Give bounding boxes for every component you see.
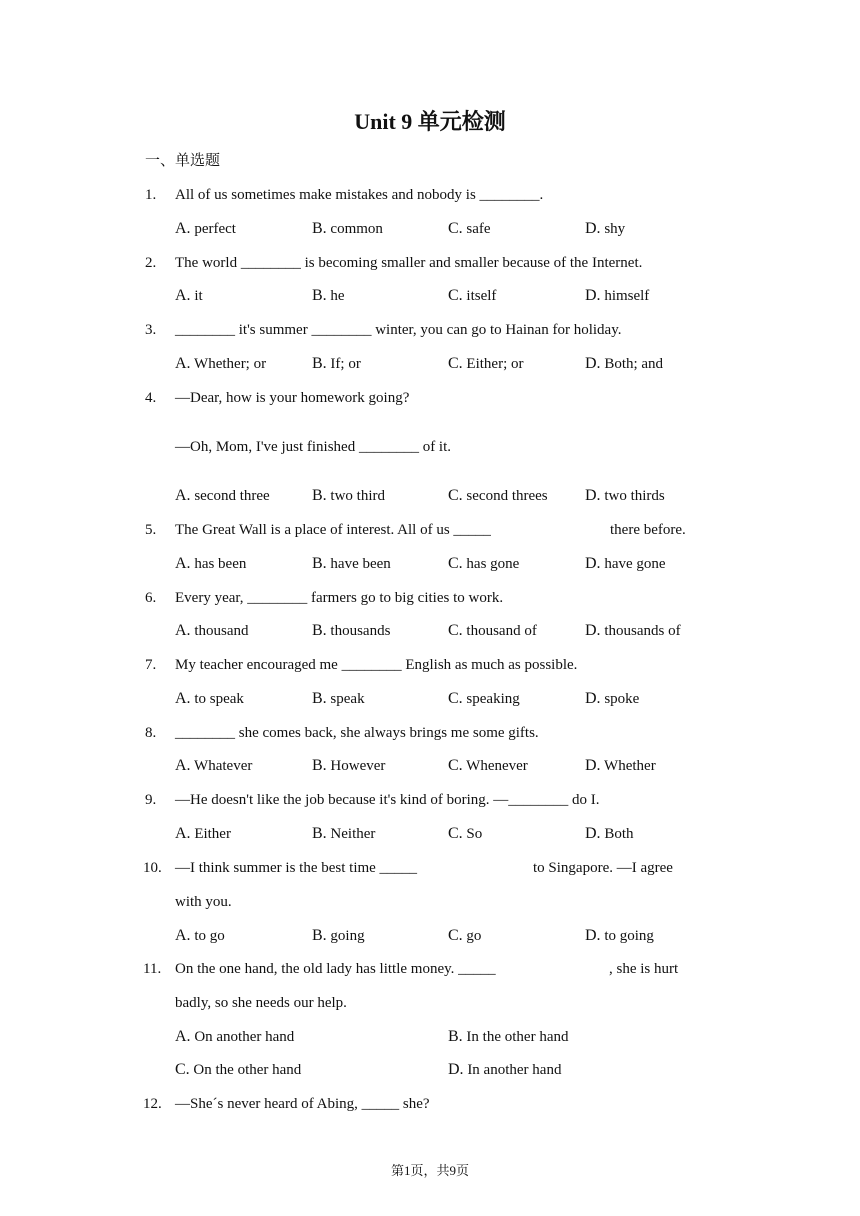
question-stem: —She´s never heard of Abing, _____ she? — [175, 1096, 430, 1112]
option-c[interactable]: C. has gone — [448, 555, 520, 572]
option-c[interactable]: C. So — [448, 825, 483, 842]
option-b[interactable]: B. he — [312, 287, 345, 304]
option-d[interactable]: D. In another hand — [448, 1061, 562, 1078]
option-b[interactable]: B. thousands — [312, 622, 391, 639]
question-stem: The Great Wall is a place of interest. All of us _____ — [175, 522, 491, 538]
option-c[interactable]: C. Whenever — [448, 757, 528, 774]
question-number: 5. — [145, 522, 157, 538]
option-d[interactable]: D. shy — [585, 220, 626, 237]
question-number: 2. — [145, 255, 157, 271]
question-stem: Every year, ________ farmers go to big cities to work. — [175, 590, 504, 606]
question-stem-continued: badly, so she needs our help. — [175, 995, 347, 1011]
option-c[interactable]: C. speaking — [448, 690, 520, 707]
option-d[interactable]: D. two thirds — [585, 487, 665, 504]
option-c[interactable]: C. Either; or — [448, 355, 524, 372]
option-d[interactable]: D. Both — [585, 825, 634, 842]
option-d[interactable]: D. Whether — [585, 757, 656, 774]
option-b[interactable]: B. two third — [312, 487, 386, 504]
option-c[interactable]: C. safe — [448, 220, 491, 237]
question-number: 12. — [143, 1096, 162, 1112]
question-stem-continued: —Oh, Mom, I've just finished ________ of it. — [175, 439, 452, 455]
question-number: 4. — [145, 390, 157, 406]
option-b[interactable]: B. If; or — [312, 355, 361, 372]
option-a[interactable]: A. to speak — [175, 690, 244, 707]
question-number: 6. — [145, 590, 157, 606]
option-d[interactable]: D. himself — [585, 287, 650, 304]
option-b[interactable]: B. However — [312, 757, 386, 774]
option-a[interactable]: A. thousand — [175, 622, 249, 639]
option-a[interactable]: A. Whatever — [175, 757, 253, 774]
option-c[interactable]: C. second threes — [448, 487, 548, 504]
option-a[interactable]: A. to go — [175, 927, 225, 944]
option-a[interactable]: A. On another hand — [175, 1028, 295, 1045]
question-stem-tail: , she is hurt — [609, 961, 679, 977]
option-b[interactable]: B. Neither — [312, 825, 376, 842]
question-stem: —He doesn't like the job because it's kind of boring. —________ do I. — [175, 792, 600, 808]
option-c[interactable]: C. On the other hand — [175, 1061, 302, 1078]
question-stem: On the one hand, the old lady has little money. _____ — [175, 961, 496, 977]
question-number: 8. — [145, 725, 157, 741]
page-footer: 第1页，共9页 — [390, 1163, 469, 1178]
option-a[interactable]: A. Either — [175, 825, 231, 842]
option-a[interactable]: A. Whether; or — [175, 355, 267, 372]
question-stem: All of us sometimes make mistakes and nobody is ________. — [175, 187, 544, 203]
question-stem: —Dear, how is your homework going? — [175, 390, 410, 406]
question-stem: —I think summer is the best time _____ — [175, 860, 418, 876]
option-a[interactable]: A. second three — [175, 487, 270, 504]
option-b[interactable]: B. In the other hand — [448, 1028, 569, 1045]
question-number: 7. — [145, 657, 157, 673]
question-number: 3. — [145, 322, 157, 338]
option-b[interactable]: B. have been — [312, 555, 391, 572]
option-c[interactable]: C. thousand of — [448, 622, 537, 639]
option-c[interactable]: C. itself — [448, 287, 497, 304]
question-number: 11. — [143, 961, 162, 977]
section-heading: 一、单选题 — [145, 151, 221, 169]
question-stem-tail: to Singapore. —I agree — [533, 860, 673, 876]
document-title: Unit 9 单元检测 — [354, 109, 506, 134]
option-d[interactable]: D. Both; and — [585, 355, 664, 372]
question-stem-tail: there before. — [610, 522, 686, 538]
option-d[interactable]: D. thousands of — [585, 622, 681, 639]
option-b[interactable]: B. going — [312, 927, 365, 944]
question-stem-continued: with you. — [175, 894, 232, 910]
option-a[interactable]: A. has been — [175, 555, 247, 572]
option-a[interactable]: A. it — [175, 287, 203, 304]
option-d[interactable]: D. have gone — [585, 555, 666, 572]
question-number: 10. — [143, 860, 162, 876]
question-stem: The world ________ is becoming smaller and smaller because of the Internet. — [175, 255, 643, 271]
question-number: 1. — [145, 187, 157, 203]
question-stem: My teacher encouraged me ________ English as much as possible. — [175, 657, 578, 673]
option-d[interactable]: D. spoke — [585, 690, 640, 707]
question-stem: ________ it's summer ________ winter, you can go to Hainan for holiday. — [175, 322, 622, 338]
option-b[interactable]: B. common — [312, 220, 383, 237]
question-number: 9. — [145, 792, 157, 808]
option-b[interactable]: B. speak — [312, 690, 365, 707]
option-c[interactable]: C. go — [448, 927, 482, 944]
option-d[interactable]: D. to going — [585, 927, 654, 944]
question-stem: ________ she comes back, she always brings me some gifts. — [175, 725, 539, 741]
option-a[interactable]: A. perfect — [175, 220, 236, 237]
